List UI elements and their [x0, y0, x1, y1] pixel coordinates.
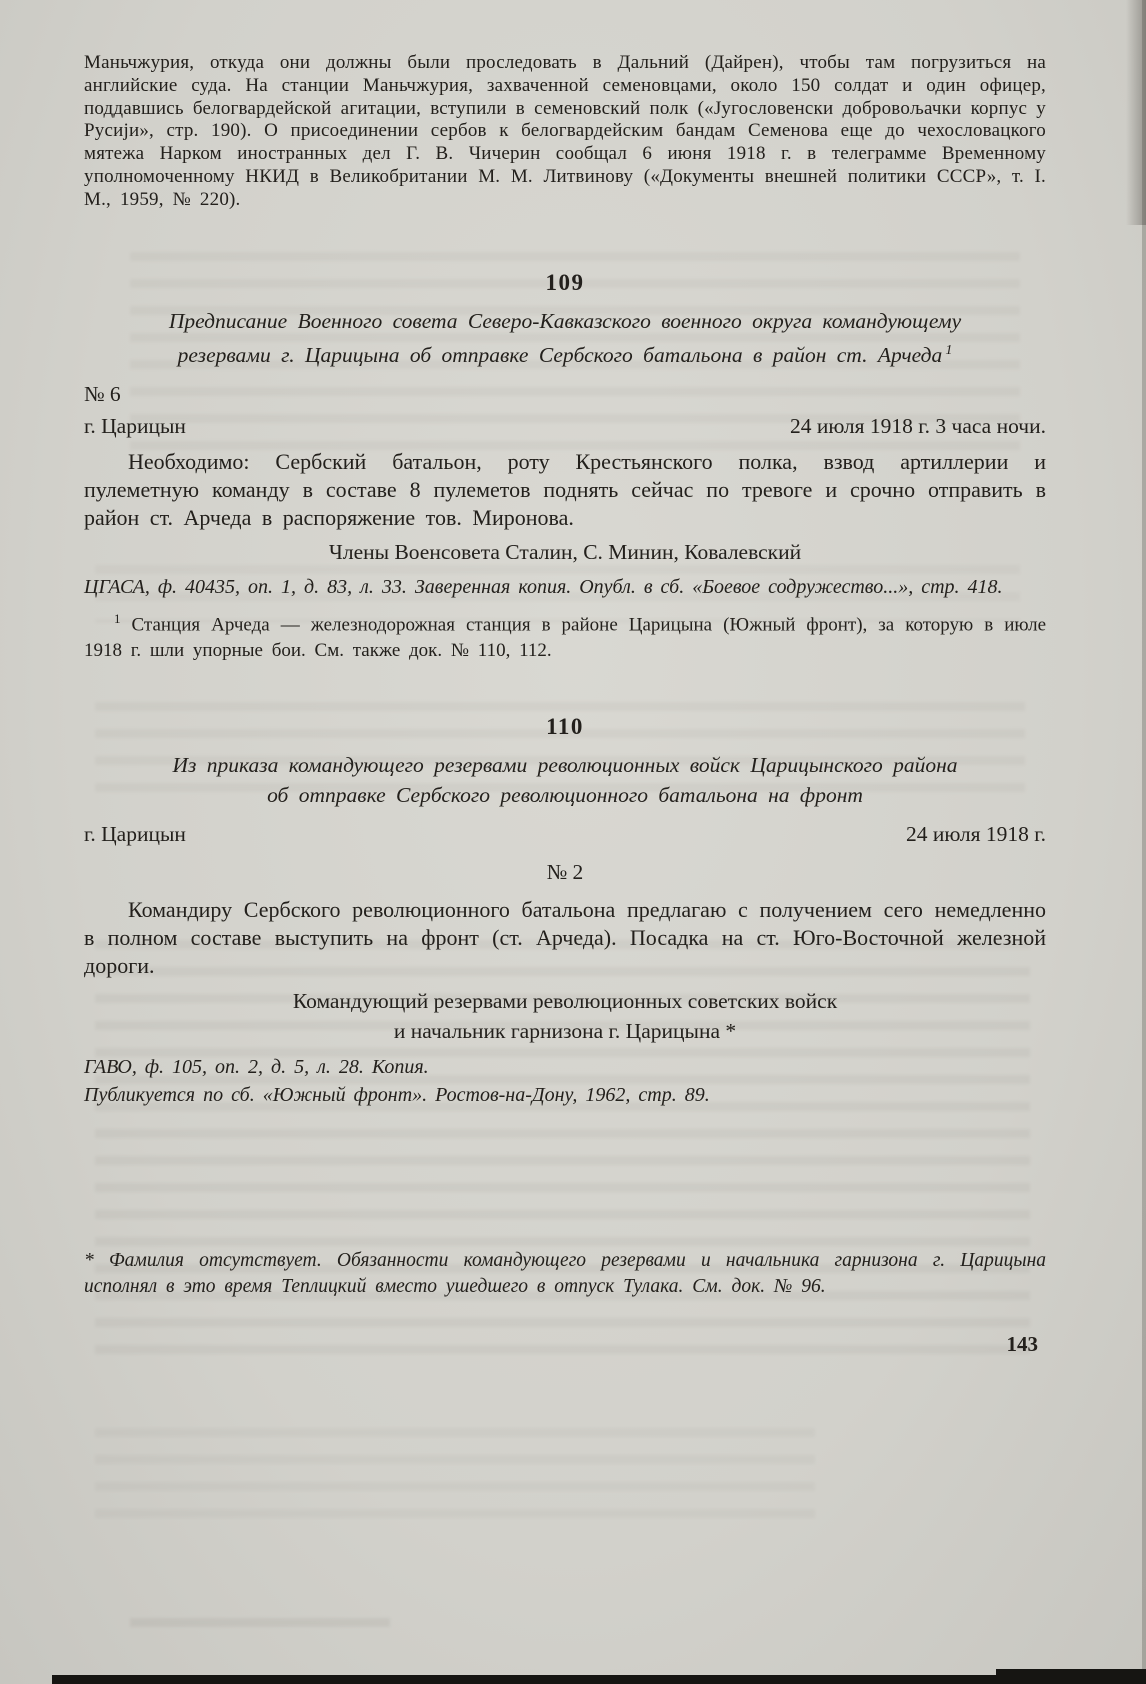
footnote-1-marker: 1 — [114, 610, 121, 626]
document-109-dateline — [84, 412, 1046, 440]
document-110-signature-line1: Командующий резервами революционных советских войск — [292, 989, 838, 1014]
document-109-place: г. Царицын — [84, 413, 186, 438]
document-109-title-text: Предписание Военного совета Северо-Кавказского военного округа командующему резервами г. Царицына об отправке Сербского батальона в район ст. Арчеда — [168, 308, 962, 367]
document-110-place: г. Царицын — [84, 822, 186, 847]
document-109-footnote — [84, 606, 1046, 664]
document-109-footnote-marker: 1 — [945, 342, 953, 358]
document-109-number: 109 — [545, 269, 585, 295]
document-109-index: № 6 — [84, 381, 121, 406]
star-footnote — [84, 1248, 1046, 1300]
bleed-through-texture — [95, 1428, 815, 1523]
document-109-signature: Члены Военсовета Сталин, С. Минин, Ковалевский — [328, 539, 802, 564]
star-footnote-text: Фамилия отсутствует. Обязанности командующего резервами и начальника гарнизона г. Царицына исполнял в это время Теплицкий вместо ушедшего в отпуск Тулака. См. док. № 96. — [84, 1250, 1047, 1298]
document-109-source: ЦГАСА, ф. 40435, оп. 1, д. 83, л. 33. Заверенная копия. Опубл. в сб. «Боевое содружество...», стр. 418. — [84, 575, 1003, 598]
document-110-body: Командиру Сербского революционного батальона предлагаю с получением сего немедленно в полном составе выступить на фронт (ст. Арчеда). Посадка на ст. Юго-Восточной железной дороги. — [84, 897, 1046, 979]
document-109-title — [84, 306, 1046, 370]
bleed-through-texture — [130, 1618, 390, 1632]
scan-edge-shadow-right — [1142, 0, 1146, 1684]
footnote-1-text: Станция Арчеда — железнодорожная станция в районе Царицына (Южный фронт), за которую в июле 1918 г. шли упорные бои. См. также док. № 110, 112. — [84, 614, 1046, 662]
document-110-index: № 2 — [546, 860, 584, 885]
document-109 — [84, 268, 1046, 664]
document-110 — [84, 712, 1046, 1108]
scan-edge-shadow-bottom — [52, 1675, 1146, 1684]
document-110-number: 110 — [546, 714, 584, 740]
document-110-signature-line2: и начальник гарнизона г. Царицына * — [393, 1019, 737, 1044]
document-110-title: Из приказа командующего резервами революционных войск Царицынского района об отправке Сербского революционного батальона на фронт — [172, 753, 958, 808]
document-109-body: Необходимо: Сербский батальон, роту Крестьянского полка, взвод артиллерии и пулеметную команду в составе 8 пулеметов поднять сейчас по тревоге и срочно отправить в район ст. Арчеда в распоряжение тов. Миронова. — [84, 448, 1046, 530]
scan-edge-shadow-corner — [996, 1669, 1146, 1684]
document-110-source-line1: ГАВО, ф. 105, оп. 2, д. 5, л. 28. Копия. — [84, 1056, 429, 1079]
document-110-signature — [84, 986, 1046, 1046]
document-110-source-line2: Публикуется по сб. «Южный фронт». Ростов-на-Дону, 1962, стр. 89. — [84, 1084, 710, 1107]
page-number: 143 — [1006, 1332, 1038, 1357]
document-110-dateline — [84, 820, 1046, 848]
footnote-continuation-paragraph: Маньчжурия, откуда они должны были проследовать в Дальний (Дайрен), чтобы там погрузиться на английские суда. На станции Маньчжурия, захваченной семеновцами, около 150 солдат и один офицер, поддавшись белогвардейской агитации, вступили в семеновский полк («Југословенски добровољачки корпус у Русији», стр. 190). О присоединении сербов к белогвардейским бандам Семенова еще до чехословацкого мятежа Нарком иностранных дел Г. В. Чичерин сообщал 6 июня 1918 г. в телеграмме Временному уполномоченному НКИД в Великобритании М. М. Литвинову («Документы внешней политики СССР», т. I. М., 1959, № 220). — [84, 52, 1046, 210]
document-110-date: 24 июля 1918 г. — [905, 822, 1046, 847]
star-footnote-marker: * — [84, 1250, 94, 1272]
page-content — [84, 52, 1046, 1357]
document-109-date: 24 июля 1918 г. 3 часа ночи. — [789, 413, 1046, 438]
